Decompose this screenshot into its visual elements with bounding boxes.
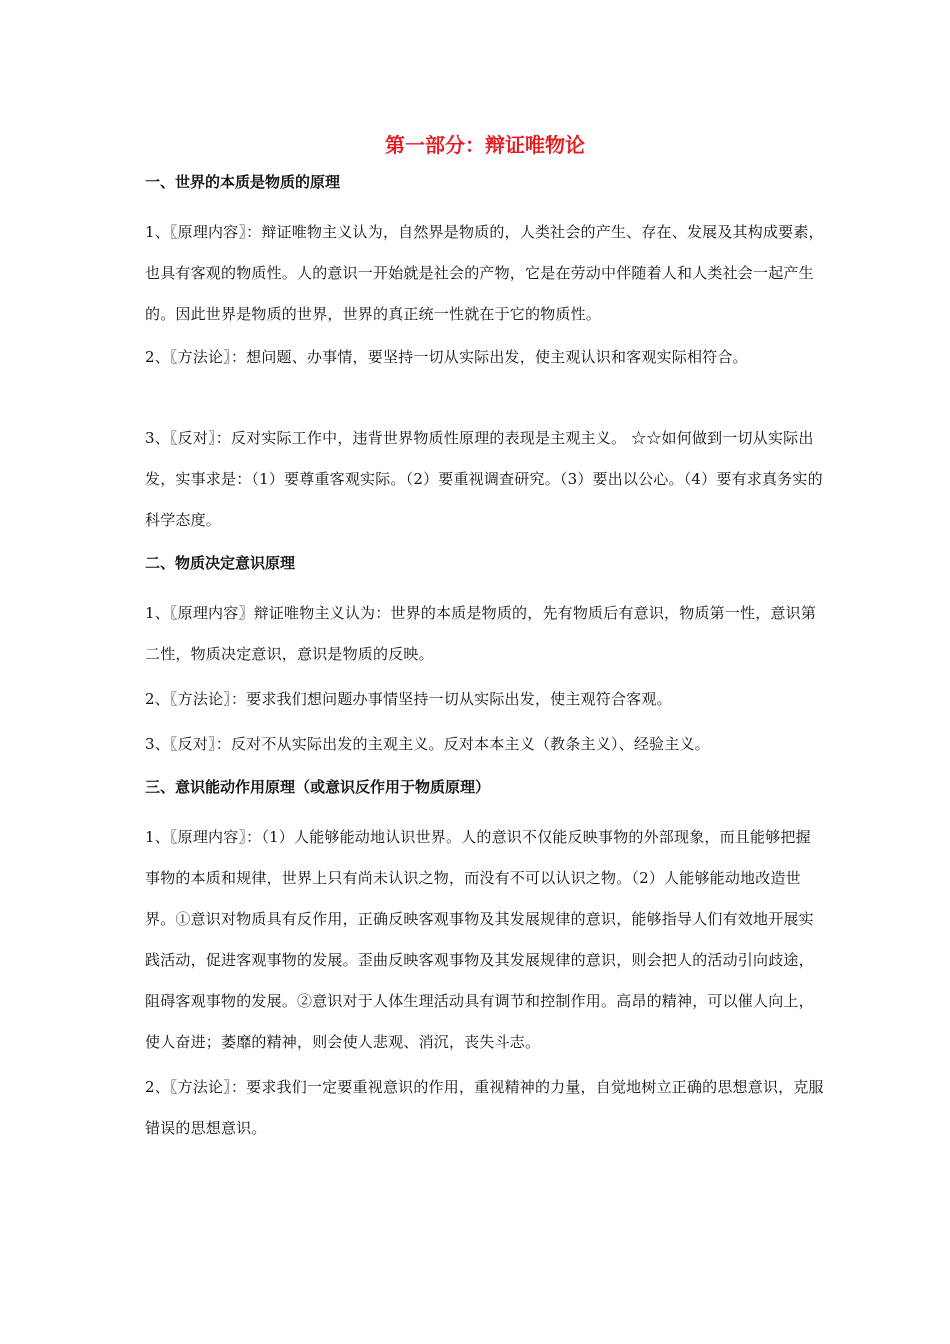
paragraph: 1、〖原理内容〗辩证唯物主义认为：世界的本质是物质的，先有物质后有意识，物质第一性，意识第二性，物质决定意识，意识是物质的反映。 (145, 604, 817, 663)
document-title: 第一部分：辩证唯物论 (385, 133, 585, 157)
section-heading: 二、物质决定意识原理 (145, 554, 296, 572)
section-1 (145, 172, 825, 541)
paragraph: 2、〖方法论〗：想问题、办事情，要坚持一切从实际出发，使主观认识和客观实际相符合。 (145, 348, 748, 366)
section-heading: 三、意识能动作用原理（或意识反作用于物质原理） (145, 778, 491, 796)
paragraph: 3、〖反对〗：反对实际工作中，违背世界物质性原理的表现是主观主义。 ☆☆如何做到一切从实际出发，实事求是：（1）要尊重客观实际。（2）要重视调查研究。（3）要出以公心。（4）要有求真务实的科学态度。 (145, 429, 823, 529)
paragraph: 1、〖原理内容〗：（1）人能够能动地认识世界。人的意识不仅能反映事物的外部现象，而且能够把握事物的本质和规律，世界上只有尚未认识之物，而没有不可以认识之物。（2）人能够能动地改造世界。①意识对物质具有反作用，正确反映客观事物及其发展规律的意识，能够指导人们有效地开展实践活动，促进客观事物的发展。歪曲反映客观事物及其发展规律的意识，则会把人的活动引向歧途，阻碍客观事物的发展。②意识对于人体生理活动具有调节和控制作用。高昂的精神，可以催人向上，使人奋进；萎靡的精神，则会使人悲观、消沉，丧失斗志。 (145, 828, 814, 1051)
section-2 (145, 553, 825, 765)
paragraph: 3、〖反对〗：反对不从实际出发的主观主义。反对本本主义（教条主义）、经验主义。 (145, 735, 710, 753)
paragraph: 2、〖方法论〗：要求我们一定要重视意识的作用，重视精神的力量，自觉地树立正确的思想意识，克服错误的思想意识。 (145, 1078, 824, 1137)
section-3 (145, 777, 825, 1149)
section-heading: 一、世界的本质是物质的原理 (145, 173, 341, 191)
paragraph: 1、〖原理内容〗：辩证唯物主义认为，自然界是物质的，人类社会的产生、存在、发展及其构成要素，也具有客观的物质性。人的意识一开始就是社会的产物，它是在劳动中伴随着人和人类社会一起产生的。因此世界是物质的世界，世界的真正统一性就在于它的物质性。 (145, 223, 824, 323)
document-page (145, 128, 825, 1153)
paragraph: 2、〖方法论〗：要求我们想问题办事情坚持一切从实际出发，使主观符合客观。 (145, 690, 672, 708)
